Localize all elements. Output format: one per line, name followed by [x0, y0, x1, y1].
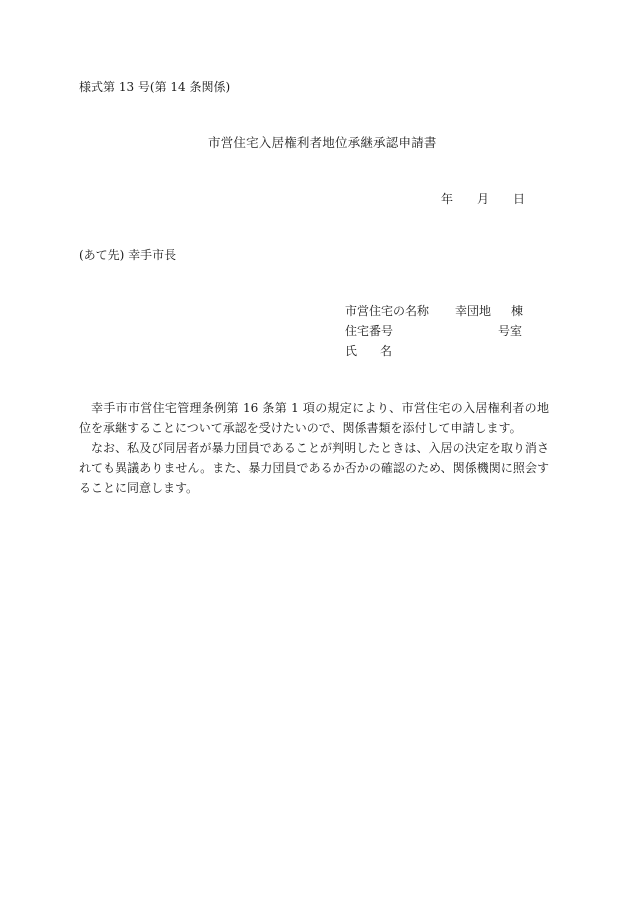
date-month-label: 月 [477, 192, 490, 206]
date-day-label: 日 [513, 192, 526, 206]
housing-name-label: 市営住宅の名称 [345, 304, 430, 318]
unit-number-label: 住宅番号 [345, 324, 394, 338]
body-paragraph-2: なお、私及び同居者が暴力団員であることが判明したときは、入居の決定を取り消されても異議ありません。また、暴力団員であるか否かの確認のため、関係機関に照会することに同意します。 [79, 441, 549, 495]
date-line [441, 193, 525, 205]
document-title: 市営住宅入居権利者地位承継承認申請書 [208, 135, 437, 150]
application-body [79, 398, 549, 498]
room-label: 号室 [498, 324, 523, 338]
building-label: 棟 [511, 304, 524, 318]
date-year-label: 年 [441, 192, 454, 206]
name-label-second-char: 名 [380, 344, 393, 358]
form-number: 様式第 13 号(第 14 条関係) [79, 80, 231, 94]
addressee: (あて先) 幸手市長 [79, 248, 177, 262]
body-paragraph-1: 幸手市市営住宅管理条例第 16 条第 1 項の規定により、市営住宅の入居権利者の地位を承継することについて承認を受けたいので、関係書類を添付して申請します。 [79, 401, 549, 435]
complex-label: 幸団地 [455, 304, 492, 318]
name-label-first-char: 氏 [345, 344, 358, 358]
